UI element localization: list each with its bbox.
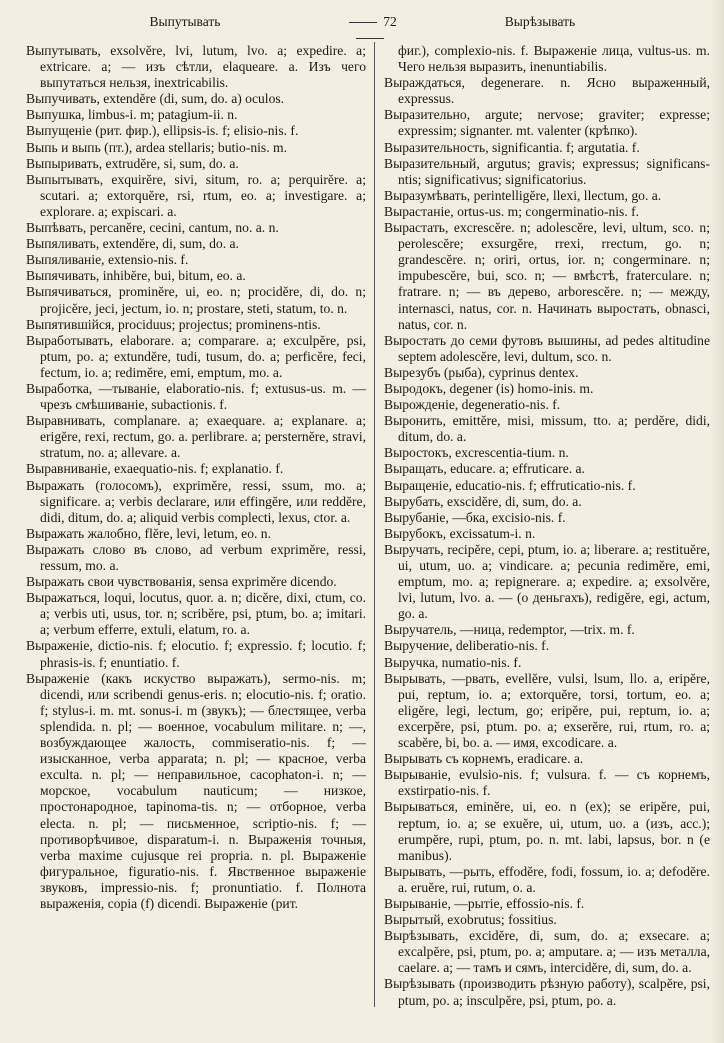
dictionary-entry: Выращеніе, educatio-nis. f; effruticatio-nis. f. [384,477,636,493]
dictionary-entry: Выручка, numatio-nis. f. [384,654,522,670]
dictionary-entry: Вырубокъ, excissatum-i. n. [384,525,536,541]
dictionary-entry: Выродокъ, degener (is) homo-inis. m. [384,380,594,396]
continued-entry: фиг.), complexio-nis. f. Выраженіе лица, vultus-us. m. Чего нельзя выразить, inenuntiabilis. [398,43,710,75]
dictionary-entry: Выработка, —тываніе, elaboratio-nis. f; extusus-us. m. — чрезъ смѣшиваніе, subactionis. f. [26,380,366,413]
column-divider [374,42,375,1007]
dictionary-entry: Вырастать, excrescĕre. n; adolescĕre, levi, ultum, sco. n; perolescĕre; exsurgĕre, rrexi, rrectum, go. n; grandescĕre. n; oriri, ortus, ior. n; congerminare. n; impubescĕre, bui, sco. n; — вмѣстѣ, fraterculare. n; fratrare. n; — въ дерево, arborescĕre. n; — между, internasci, natus, cor. n. Начинать выростать, obnasci, natus, cor. n. [384,220,710,332]
dictionary-entry: Вырывать съ корнемъ, eradicare. a. [384,751,584,767]
dictionary-entry: Выражаться, loqui, locutus, quor. a. n; dicĕre, dixi, ctum, co. a; verbis uti, usus, tor. n; scribĕre, psi, ptum, bo. a; imitari. a; verbum efferre, extuli, elatum, ro. a. [26,590,366,638]
running-head-right: Вырѣзывать [504,14,576,29]
page-spine-shadow [710,0,724,1043]
dictionary-entry: Выпытывать, exquirĕre, sivi, situm, ro. a; perquirĕre. a; scutari. a; extorquĕre, rsi, rtum, eo. a; investigare. a; explorare. a; expiscari. a. [26,171,366,219]
dictionary-entry: Выразительно, argute; nervose; graviter; expresse; expressim; signanter. mt. valenter (крѣпко). [384,107,710,139]
dictionary-entry: Выразумѣвать, perintelligĕre, llexi, llectum, go. a. [384,187,662,203]
dictionary-entry: Выращать, educare. a; effruticare. a. [384,461,585,477]
dictionary-entry: Вырываніе, —рытіе, effossio-nis. f. [384,895,585,911]
dash-left [349,22,377,23]
dictionary-entry: Выростокъ, excrescentia-tium. n. [384,445,569,461]
dictionary-entry: Выпь и выпь (пт.), ardea stellaris; butio-nis. m. [26,139,287,155]
dictionary-entry: Выпутывать, exsolvĕre, lvi, lutum, lvo. a; expedire. a; extricare. a; — изъ сѣтли, elaqueare. a. Изъ чего выпутаться нельзя, inextricabilis. [26,43,366,91]
dictionary-entry: Вырожденіе, degeneratio-nis. f. [384,397,561,413]
dictionary-entry: Выраждаться, degenerare. n. Ясно выраженный, expressus. [384,75,710,107]
dictionary-entry: Выпѣвать, percanĕre, cecini, cantum, no. a. n. [26,220,279,236]
dictionary-entry: Выравнивать, complanare. a; exaequare. a; explanare. a; erigĕre, rexi, rectum, go. a. perlibrare. a; persternĕre, stravi, stratum, no. a; allevare. a. [26,413,366,461]
dash-right [356,38,384,39]
dictionary-entry: Выразительность, significantia. f; argutatia. f. [384,139,640,155]
dictionary-entry: Выравниваніе, exaequatio-nis. f; explanatio. f. [26,461,284,477]
dictionary-entry: Выражать жалобно, flĕre, levi, letum, eo. n. [26,525,272,541]
dictionary-entry: Выпячивать, inhibĕre, bui, bitum, eo. a. [26,268,246,284]
dictionary-entry: Выронить, emittĕre, misi, missum, tto. a; perdĕre, didi, ditum, do. a. [384,413,710,445]
dictionary-entry: Вырѣзывать, excidĕre, di, sum, do. a; exsecare. a; excalpĕre, psi, ptum, po. a; amputare. a; — изъ металла, caelare. a; — тамъ и сямъ, intercidĕre, di, sum, do. a. [384,928,710,976]
right-column [384,43,710,1009]
dictionary-entry: Выпяливаніе, extensio-nis. f. [26,252,189,268]
dictionary-entry: Вырывать, —рвать, evellĕre, vulsi, lsum, llo. a, eripĕre, pui, reptum, io. a; extorquĕre, torsi, tortum, eo. a; eligĕre, legi, lectum, go; eripĕre, pui, reptum, io. a; excerpĕre, psi, ptum. po. a; exserĕre, rui, rtum, ro. a; scabĕre, bi, bo. a. — имя, excodicare. a. [384,670,710,751]
dictionary-entry: Выручать, recipĕre, cepi, ptum, io. a; liberare. a; restituĕre, ui, utum, uo. a; vindicare. a; pecunia redimĕre, emi, emptum, mo. a; repignerare. a; expedire. a; exsolvĕre, lvi, lutum, lvo. a. — (о деньгахъ), redigĕre, egi, actum, go. a. [384,541,710,622]
dictionary-entry: Вырытый, exobrutus; fossitius. [384,912,557,928]
dictionary-entry: Вырѣзывать (производить рѣзную работу), scalpĕre, psi, ptum, po. a; insculpĕre, psi, ptum, po. a. [384,976,710,1008]
dictionary-entry: Выраженіе, dictio-nis. f; elocutio. f; expressio. f; locutio. f; phrasis-is. f; enuntiatio. f. [26,638,366,670]
dictionary-entry: Выработывать, elaborare. a; comparare. a; exculpĕre, psi, ptum, po. a; extundĕre, tudi, tusum, do. a; perficĕre, feci, fectum, io. a; redimĕre, emi, emptum, mo. a. [26,332,366,380]
dictionary-entry: Выручение, deliberatio-nis. f. [384,638,550,654]
dictionary-entry: Выпущеніе (рит. фир.), ellipsis-is. f; elisio-nis. f. [26,123,299,139]
dictionary-entry: Выражать свои чувствованія, sensa exprimĕre dicendo. [26,574,337,590]
dictionary-entry: Выпячиваться, prominĕre, ui, eo. n; procidĕre, di, do. n; projicĕre, jeci, jectum, io. n; prostare, steti, statum, to. n. [26,284,366,316]
dictionary-entry: Вырезубъ (рыба), cyprinus dentex. [384,364,579,380]
dictionary-entry: Вырастаніе, ortus-us. m; congerminatio-nis. f. [384,203,640,219]
dictionary-entry: Выпяливать, extendĕre, di, sum, do. a. [26,236,239,252]
dictionary-entry: Выпятившійся, prociduus; projectus; prominens-ntis. [26,316,321,332]
dictionary-entry: Выростать до семи футовъ вышины, ad pedes altitudine septem adolescĕre, levi, dultum, sco. n. [384,332,710,364]
dictionary-entry: Вырывать, —рыть, effodĕre, fodi, fossum, io. a; defodĕre. a. eruĕre, rui, rutum, o. a. [384,863,710,895]
dictionary-entry: Выпучивать, extendĕre (di, sum, do. a) oculos. [26,91,285,107]
dictionary-entry: Выпыривать, extrudĕre, si, sum, do. a. [26,155,239,171]
dictionary-entry: Выраженіе (какъ искуство выражать), sermo-nis. m; dicendi, или scribendi genus-eris. n; elocutio-nis. f; oratio. f; stylus-i. m. mt. sonus-i. m (звукъ); — блестящее, verba splendida. n. pl; — военное, vocabulum militare. n; —, возбуждающее жалость, commiseratio-nis. f; — изысканное, verba apparata; n. pl; — красное, verba exculta. n. pl; — неправильное, cacophaton-i. n; — морское, vocabulum nauticum; — низкое, простонародное, tapinoma-tis. n; — отборное, verba electa. n. pl; — письменное, scriptio-nis. f; —противорѣчивое, disparatum-i. n. Выраженія точныя, verba maxime cujusque rei propria. n. pl. Выраженіе фигуральное, figuratio-nis. f. Явственное выраженіе звуковъ, impressio-nis. f; pronuntiatio. f. Полнота выраженія, copia (f) dicendi. Выраженіе (рит. [26,670,366,911]
dictionary-entry: Вырубать, exscidĕre, di, sum, do. a. [384,493,582,509]
dictionary-entry: Выражать (голосомъ), exprimĕre, ressi, ssum, mo. a; significare. a; verbis declarare, или effingĕre, или reddĕre, didi, ditum, do. a; aliquid verbis complecti, lexus, ctor. a. [26,477,366,525]
running-head-left: Выпутывать [149,14,221,29]
page-number-text: 72 [383,14,397,29]
dictionary-entry: Выразительный, argutus; gravis; expressus; significans-ntis; significativus; significatorius. [384,155,710,187]
dictionary-entry: Вырубаніе, —бка, excisio-nis. f. [384,509,566,525]
dictionary-entry: Выпушка, limbus-i. m; patagium-ii. n. [26,107,238,123]
dictionary-entry: Вырываніе, evulsio-nis. f; vulsura. f. — съ корнемъ, exstirpatio-nis. f. [384,767,710,799]
dictionary-entry: Выражать слово въ слово, ad verbum exprimĕre, ressi, ressum, mo. a. [26,541,366,573]
dictionary-entry: Вырываться, eminĕre, ui, eo. n (ex); se eripĕre, pui, reptum, io. a; se exuĕre, ui, utum, uo. a (изъ, acc.); erumpĕre, rupi, ptum, po. n. mt. labi, lapsus, bor. n (e manibus). [384,799,710,863]
dictionary-entry: Выручатель, —ница, redemptor, —trix. m. f. [384,622,635,638]
left-column [26,43,366,912]
